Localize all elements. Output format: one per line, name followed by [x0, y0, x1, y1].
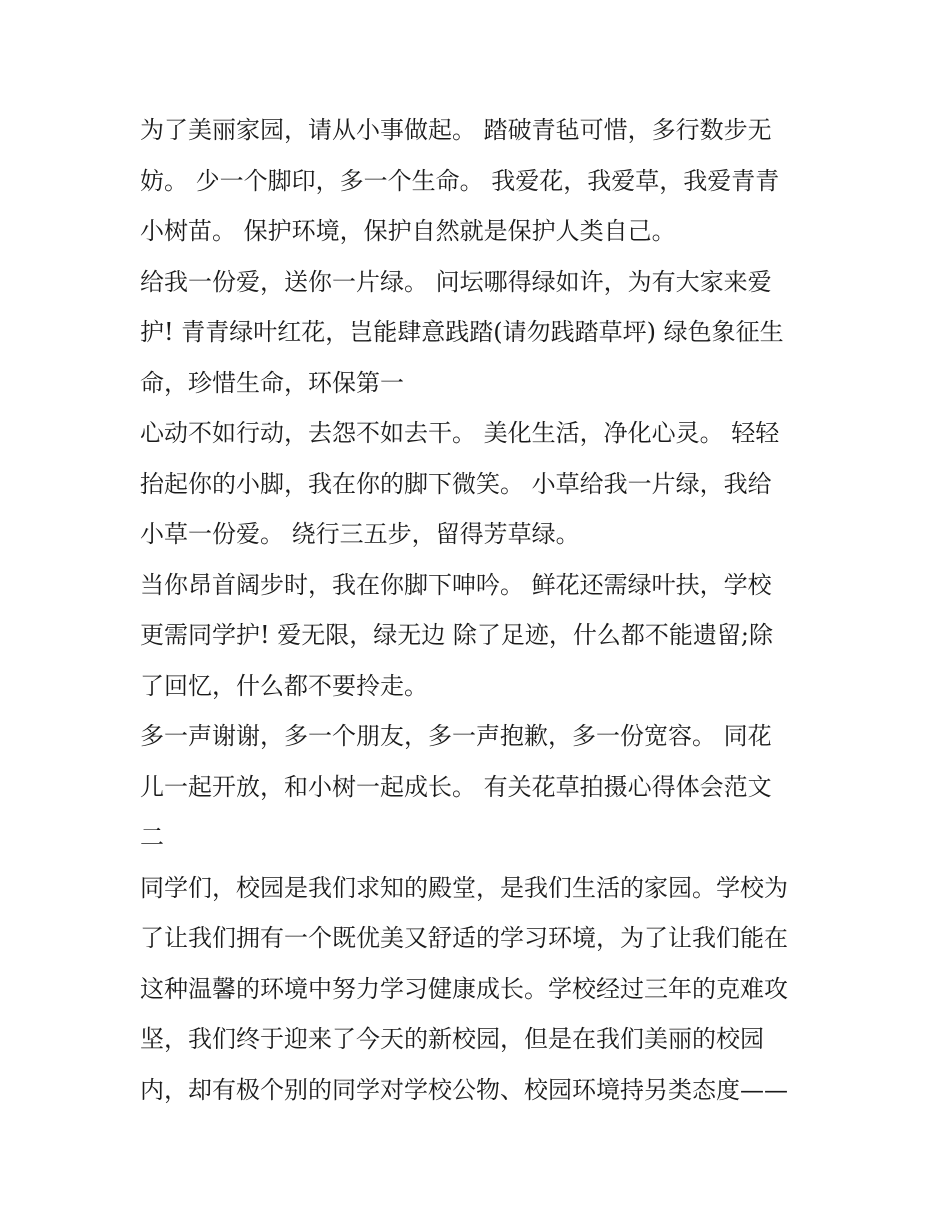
paragraph-5 [140, 711, 820, 863]
text-line: 心动不如行动，去怨不如去干。 美化生活，净化心灵。 轻轻 [140, 419, 780, 447]
paragraph-6 [140, 863, 820, 1116]
text-line: 了让我们拥有一个既优美又舒适的学习环境，为了让我们能在 [140, 924, 788, 952]
text-line: 为了美丽家园，请从小事做起。 踏破青毡可惜，多行数步无 [140, 116, 772, 144]
text-line: 小树苗。 保护环境，保护自然就是保护人类自己。 [140, 217, 676, 245]
text-line: 命，珍惜生命，环保第一 [140, 368, 404, 397]
text-line: 内，却有极个别的同学对学校公物、校园环境持另类态度—— [140, 1075, 788, 1104]
text-line: 当你昂首阔步时，我在你脚下呻吟。 鲜花还需绿叶扶，学校 [140, 570, 772, 599]
text-line: 护! 青青绿叶红花，岂能肆意践踏(请勿践踏草坪) 绿色象征生 [140, 318, 784, 346]
text-line: 儿一起开放，和小树一起成长。 有关花草拍摄心得体会范文 [140, 772, 772, 801]
text-line: 了回忆，什么都不要拎走。 [140, 671, 428, 700]
text-line: 同学们，校园是我们求知的殿堂，是我们生活的家园。学校为 [140, 873, 788, 902]
text-line: 抬起你的小脚，我在你的脚下微笑。 小草给我一片绿，我给 [140, 469, 772, 498]
paragraph-2 [140, 257, 820, 409]
text-line: 二 [140, 823, 164, 851]
paragraph-3 [140, 408, 820, 560]
text-line: 小草一份爱。 绕行三五步，留得芳草绿。 [140, 520, 580, 548]
text-line: 给我一份爱，送你一片绿。 问坛哪得绿如许，为有大家来爱 [140, 267, 772, 296]
text-line: 更需同学护! 爱无限，绿无边 除了足迹，什么都不能遗留;除 [140, 621, 773, 649]
text-line: 坚，我们终于迎来了今天的新校园，但是在我们美丽的校园 [140, 1025, 764, 1053]
text-line: 妨。 少一个脚印，多一个生命。 我爱花，我爱草，我爱青青 [140, 166, 780, 195]
paragraph-1 [140, 105, 820, 257]
text-line: 这种温馨的环境中努力学习健康成长。学校经过三年的克难攻 [140, 974, 788, 1003]
text-line: 多一声谢谢，多一个朋友，多一声抱歉，多一份宽容。 同花 [140, 722, 772, 750]
document-body [140, 105, 820, 1115]
paragraph-4 [140, 560, 820, 712]
